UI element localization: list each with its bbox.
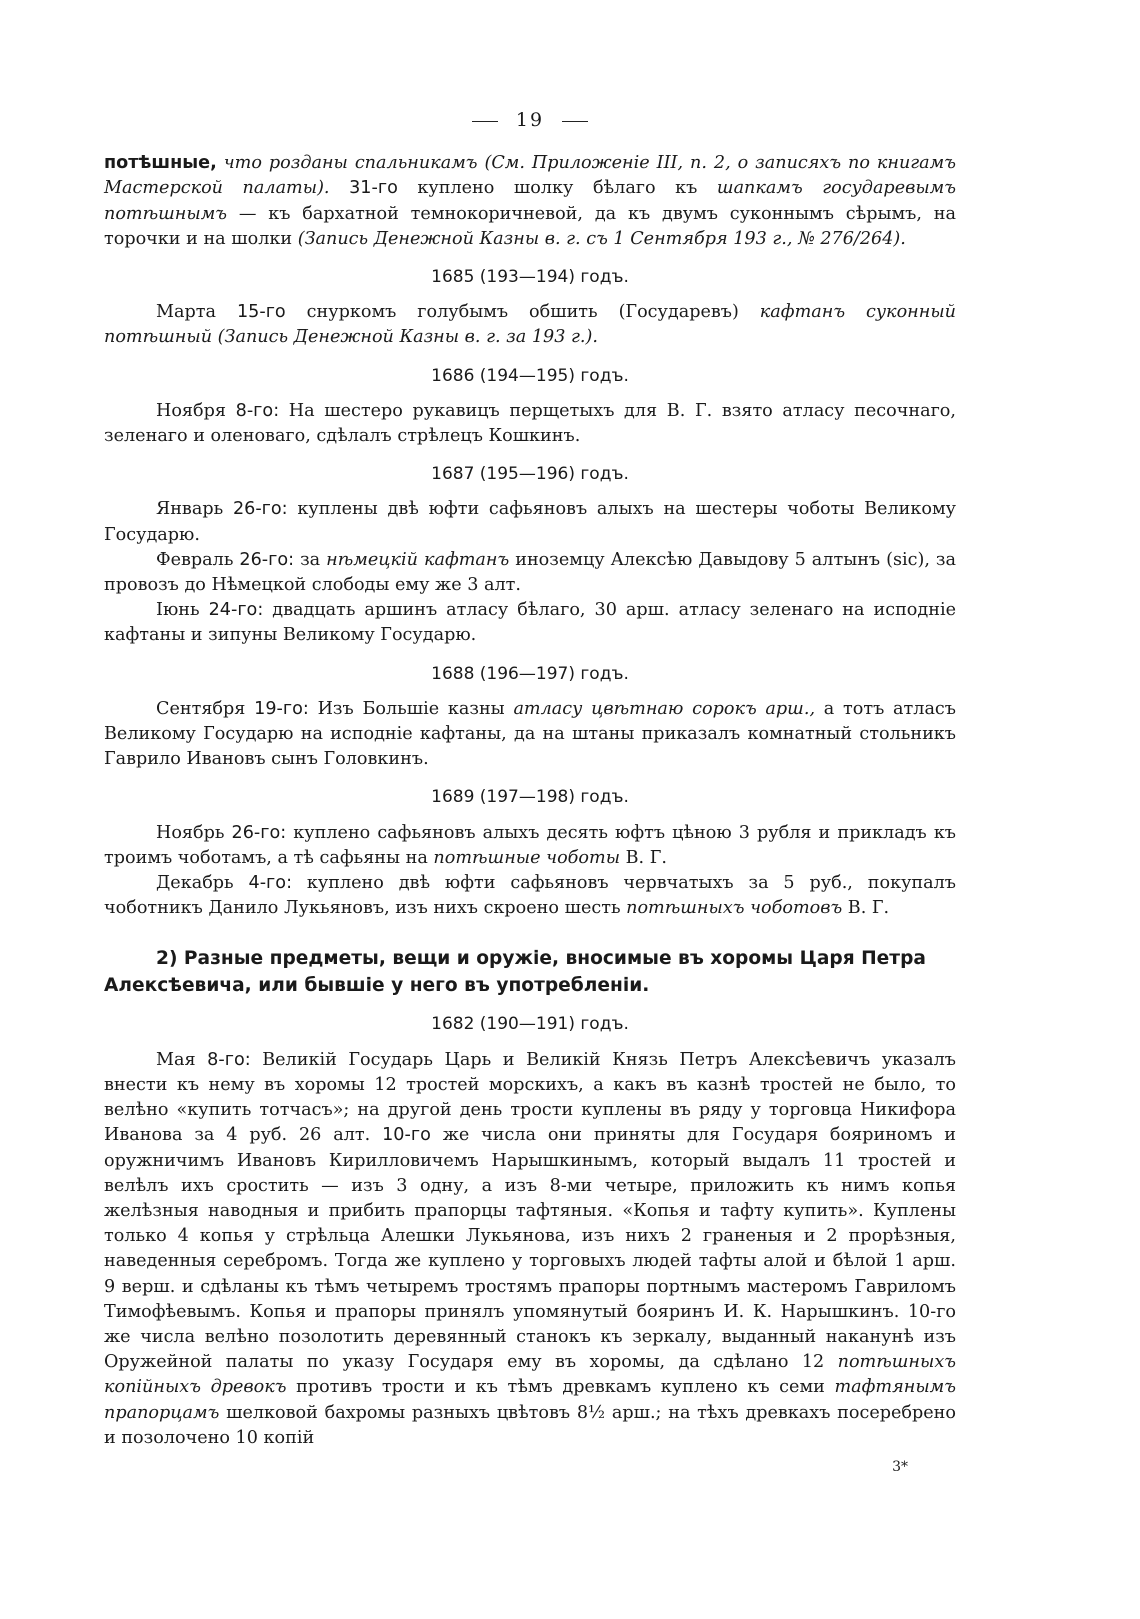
signature-mark: 3* (892, 1458, 908, 1475)
e1686-c: На шестеро рукавицъ перщетыхъ для В. Г. взято атласу песочнаго, зеленаго и оленоваго, сдѣлалъ стрѣлецъ Кошкинъ. (104, 400, 956, 447)
intro-t2b: куплено шолку бѣлаго къ (397, 178, 717, 199)
intro-t4: — къ бархатной темнокоричневой, да къ двумъ суконнымъ сѣрымъ, на торочки и на шолки (104, 203, 956, 249)
entry-1682-may (104, 1048, 956, 1451)
e1687-1c: куплены двѣ юфти сафьяновъ алыхъ на шестеры чоботы Великому Государю. (104, 499, 956, 545)
e1688-c: Изъ Большіе казны (308, 698, 514, 719)
e1686-a: Ноября (156, 400, 236, 421)
year-heading-1686: 1686 (194—195) годъ. (431, 365, 629, 386)
e1682-date: 8-го: (207, 1049, 251, 1070)
e1688-date: 19-го: (254, 698, 309, 719)
e1687-3a: Іюнь (156, 600, 209, 621)
e1689-1c: куплено сафьяновъ алыхъ десять юфтъ цѣною 3 рубля и прикладъ къ троимъ чоботамъ, а тѣ сафьяны на (104, 822, 957, 868)
intro-t2a: 31-го (349, 178, 398, 199)
e1687-3c: двадцать аршинъ атласу бѣлаго, 30 арш. атласу зеленаго на исподніе кафтаны и зипуны Великому Государю. (104, 600, 956, 646)
year-heading-1687: 1687 (195—196) годъ. (431, 464, 629, 485)
e1682-h: тафтянымъ прапорцамъ (104, 1377, 956, 1423)
e1682-e: же числа они приняты для Государя бояриномъ и оружничимъ Ивановъ Кирилловичемъ Нарышкинымъ, который выдалъ 11 тростей и велѣлъ ихъ сростить — изъ 3 одну, а изъ 8-ми четыре, приложить къ нимъ копья желѣзныя наводныя и прибить прапорцы тафтяныя. «Копья и тафту купить». Куплены только 4 копья у стрѣльца Алешки Лукьянова, изъ нихъ 2 граненыя и 2 прорѣзныя, наведенныя серебромъ. Тогда же куплено у торговыхъ людей тафты алой и бѣлой 1 арш. 9 верш. и сдѣланы къ тѣмъ четыремъ тростямъ прапоры портнымъ мастеромъ Гавриломъ Тимофѣевымъ. Копья и прапоры принялъ упомянутый бояринъ И. К. Нарышкинъ. 10-го же числа велѣно позолотить деревянный станокъ къ зеркалу, выданный наканунѣ изъ Оружейной палаты по указу Государя ему въ хоромы, да сдѣлано 12 (104, 1125, 956, 1373)
entry-1686-november (104, 399, 956, 449)
e1682-date2: 10-го (382, 1125, 431, 1146)
e1688-a: Сентября (156, 698, 255, 719)
e1687-2e: иноземцу Алексѣю Давыдову 5 алтынъ (sic), за провозъ до Нѣмецкой слободы ему же 3 алт. (104, 549, 956, 596)
year-heading-1689: 1689 (197—198) годъ. (431, 787, 629, 808)
e1689-2c: куплено двѣ юфти сафьяновъ червчатыхъ за 5 руб., покупалъ чоботникъ Данило Лукьяновъ, изъ нихъ скроено шесть (104, 873, 956, 919)
folio-dash-left (472, 121, 498, 122)
e1685-c: снуркомъ голубымъ обшить (Государевъ) (285, 302, 760, 323)
e1689-2date: 4-го: (248, 873, 292, 894)
e1682-g: противъ трости и къ тѣмъ древкамъ куплено къ семи (286, 1377, 835, 1398)
intro-t3: шапкамъ государевымъ потѣшнымъ (104, 178, 956, 224)
e1689-1date: 26-го: (231, 822, 287, 843)
e1689-1d: потѣшные чоботы (433, 847, 621, 868)
e1689-1e: В. Г. (620, 847, 667, 868)
e1686-date: 8-го: (235, 400, 280, 421)
e1689-2a: Декабрь (156, 873, 249, 894)
e1687-3date: 24-го: (208, 600, 264, 621)
e1682-f: потѣшныхъ копійныхъ древокъ (104, 1352, 956, 1398)
entry-1689-december (104, 871, 956, 921)
intro-lead: потѣшные, (104, 153, 217, 174)
e1685-a: Марта (156, 302, 237, 323)
e1687-1a: Январь (156, 499, 233, 520)
entry-1689-november (104, 821, 956, 871)
folio-dash-right (562, 121, 588, 122)
e1685-d: кафтанъ суконный потѣшный (Запись Денежной Казны в. г. за 193 г.). (104, 302, 956, 348)
e1687-2a: Февраль (156, 549, 240, 570)
e1687-2c: за (294, 549, 327, 570)
e1682-i: шелковой бахромы разныхъ цвѣтовъ 8½ арш.; на тѣхъ древкахъ посеребрено и позолочено 10 копій (104, 1402, 956, 1448)
year-heading-1688: 1688 (196—197) годъ. (431, 663, 629, 684)
intro-paragraph (104, 151, 956, 252)
e1685-date: 15-го (236, 302, 286, 323)
e1689-2d: потѣшныхъ чоботовъ (626, 898, 843, 919)
year-heading-1682: 1682 (190—191) годъ. (431, 1014, 629, 1035)
entry-1687-june (104, 598, 956, 648)
entry-1688-september (104, 697, 956, 773)
e1687-2d: нѣмецкій кафтанъ (326, 549, 510, 570)
page-number (104, 108, 956, 133)
entry-1687-january (104, 497, 956, 547)
e1682-a: Мая (156, 1049, 208, 1070)
section-heading-2: 2) Разные предметы, вещи и оружіе, вносимые въ хоромы Царя Петра Алексѣевича, или бывшіе у него въ употребленіи. (104, 948, 926, 997)
document-page (104, 108, 956, 1480)
entry-1685-march (104, 300, 956, 350)
e1682-c: Великій Государь Царь и Великій Князь Петръ Алексѣевичъ указалъ внести къ нему въ хоромы 12 тростей морскихъ, а какъ въ казнѣ тростей не было, то велѣно «купить тотчасъ»; на другой день трости куплены въ ряду у торговца Никифора Иванова за 4 руб. 26 алт. (104, 1049, 956, 1146)
year-heading-1685: 1685 (193—194) годъ. (431, 267, 629, 288)
page-number-value: 19 (515, 109, 545, 131)
e1688-e: а тотъ атласъ Великому Государю на исподніе кафтаны, да на штаны приказалъ комнатный стольникъ Гаврило Ивановъ сынъ Головкинъ. (104, 698, 956, 770)
e1689-1a: Ноябрь (156, 822, 232, 843)
e1688-d: атласу цвѣтнаю сорокъ арш., (513, 698, 816, 719)
intro-t5: (Запись Денежной Казны в. г. съ 1 Сентября 193 г., № 276/264). (297, 228, 906, 249)
e1687-1date: 26-го: (232, 499, 288, 520)
e1689-2e: В. Г. (842, 898, 890, 919)
e1687-2date: 26-го: (239, 549, 295, 570)
intro-t1: что розданы спальникамъ (См. Приложеніе III, п. 2, о записяхъ по книгамъ Мастерской палаты). (104, 153, 956, 199)
entry-1687-february (104, 548, 956, 598)
